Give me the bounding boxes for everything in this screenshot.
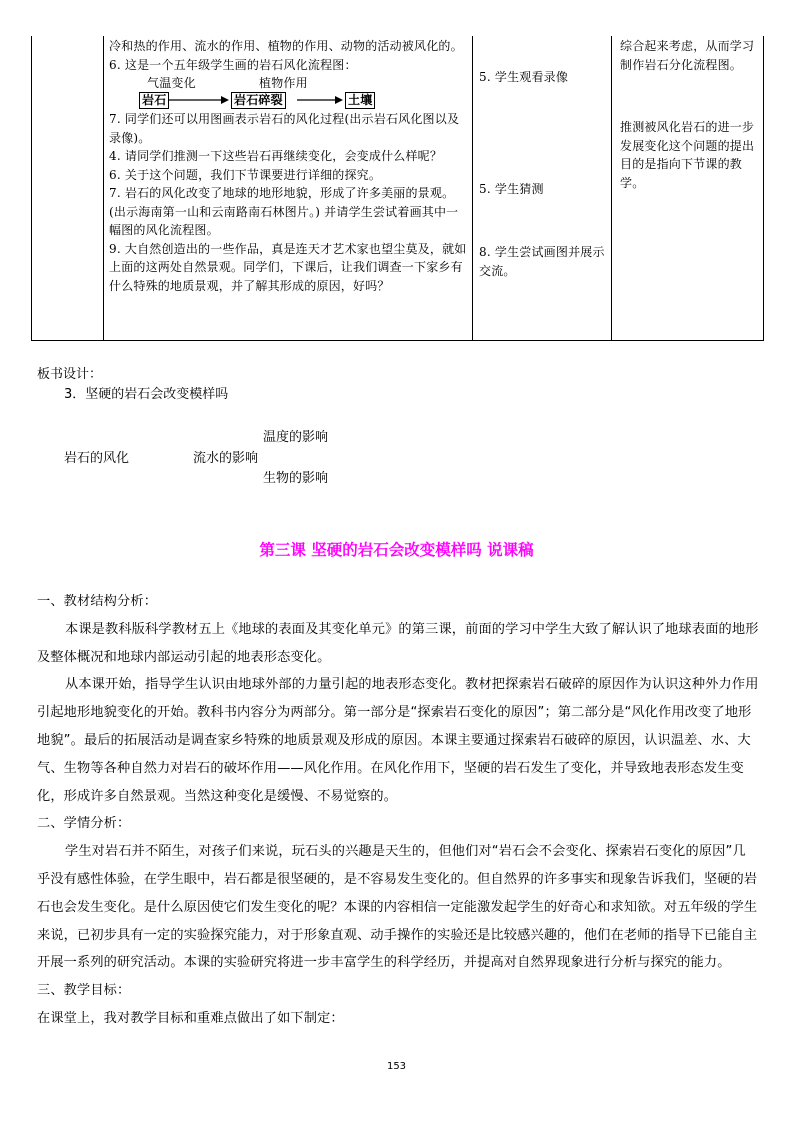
flow-label-plant: 植物作用: [259, 76, 308, 90]
board-branch-water: 流水的影响: [193, 451, 259, 466]
board-design-title: 3．坚硬的岩石会改变模样吗: [64, 387, 229, 402]
flow-box-rock-broken: 岩石碎裂: [231, 92, 286, 109]
student-activity-2: 5. 学生猜测: [479, 182, 544, 196]
board-design-label: 板书设计：: [37, 367, 103, 382]
design-intent-2: 推测被风化岩石的进一步发展变化这个问题的提出目的是指向下节课的教学。: [620, 120, 755, 190]
page-number: 153: [386, 1061, 407, 1072]
section-1-title: 一、教材结构分析：: [37, 594, 158, 609]
teacher-step-7b: 7. 岩石的风化改变了地球的地形地貌，形成了许多美丽的景观。(出示海南第一山和云南路南石林图片。) 并请学生尝试着画其中一幅图的风化流程图。: [109, 186, 459, 237]
board-branch-temperature: 温度的影响: [263, 430, 329, 445]
lecture-body: [37, 588, 759, 1033]
student-activity-3: 8. 学生尝试画图并展示交流。: [479, 245, 605, 278]
section-3-paragraph-1: 在课堂上，我对教学目标和重难点做出了如下制定：: [37, 1010, 344, 1026]
table-border-right: [763, 36, 764, 341]
teacher-step-7a: 7. 同学们还可以用图画表示岩石的风化过程(出示岩石风化图以及录像)。: [109, 112, 460, 145]
design-intent-1: 综合起来考虑，从而学习制作岩石分化流程图。: [620, 39, 755, 72]
section-1-paragraph-1: 本课是教科版科学教材五上《地球的表面及其变化单元》的第三课，前面的学习中学生大致了解认识了地球表面的地形及整体概况和地球内部运动引起的地表形态变化。: [37, 621, 759, 665]
flow-box-soil: 土壤: [345, 92, 375, 109]
lesson-heading: 第三课 坚硬的岩石会改变模样吗 说课稿: [259, 541, 534, 559]
flow-label-temperature: 气温变化: [147, 76, 196, 90]
section-1-paragraph-2: 从本课开始，指导学生认识由地球外部的力量引起的地表形态变化。教材把探索岩石破碎的原因作为认识这种外力作用引起地形地貌变化的开始。教科书内容分为两部分。第一部分是“探索岩石变化的原因”；第二部分是“风化作用改变了地形地貌”。最后的拓展活动是调查家乡特殊的地质景观及形成的原因。本课主要通过探索岩石破碎的原因，认识温差、水、大气、生物等各种自然力对岩石的破坏作用——风化作用。在风化作用下，坚硬的岩石发生了变化，并导致地表形态发生变化，形成许多自然景观。当然这种变化是缓慢、不易觉察的。: [37, 677, 759, 804]
flow-box-rock: 岩石: [139, 92, 169, 109]
section-2-title: 二、学情分析：: [37, 816, 131, 832]
teacher-step-9: 9. 大自然创造出的一些作品，真是连天才艺术家也望尘莫及，就如上面的这两处自然景观。同学们，下课后，让我们调查一下家乡有什么特殊的地质景观，并了解其形成的原因，好吗？: [109, 241, 467, 293]
table-divider-1: [103, 36, 104, 341]
section-3-title: 三、教学目标：: [37, 983, 131, 999]
teacher-activity-cell: [109, 37, 469, 295]
table-border-bottom: [31, 340, 764, 341]
table-divider-2: [472, 36, 473, 341]
lesson-table: [31, 36, 764, 341]
teacher-line-1: 冷和热的作用、流水的作用、植物的作用、动物的活动被风化的。: [109, 39, 463, 53]
teacher-step-6: 6. 这是一个五年级学生画的岩石风化流程图：: [109, 57, 357, 72]
table-divider-3: [611, 36, 612, 341]
board-branch-biology: 生物的影响: [263, 471, 329, 486]
table-border-left: [31, 36, 32, 341]
section-2-paragraph-1: 学生对岩石并不陌生，对孩子们来说，玩石头的兴趣是天生的，但他们对“岩石会不会变化、探索岩石变化的原因”几乎没有感性体验，在学生眼中，岩石都是很坚硬的，是不容易发生变化的。但自然界的许多事实和现象告诉我们，坚硬的岩石也会发生变化。是什么原因使它们发生变化的呢？本课的内容相信一定能激发起学生的好奇心和求知欲。对五年级的学生来说，已初步具有一定的实验探究能力，对于形象直观、动手操作的实验还是比较感兴趣的，他们在老师的指导下已能自主开展一系列的研究活动。本课的实验研究将进一步丰富学生的科学经历，并提高对自然界现象进行分析与探究的能力。: [37, 844, 758, 971]
board-center-weathering: 岩石的风化: [64, 451, 130, 466]
student-activity-1: 5. 学生观看录像: [479, 70, 569, 84]
teacher-step-4: 4. 请同学们推测一下这些岩石再继续变化，会变成什么样呢？: [109, 149, 443, 163]
teacher-step-6b: 6. 关于这个问题，我们下节课要进行详细的探究。: [109, 167, 382, 182]
weathering-flow-diagram: [109, 74, 469, 110]
